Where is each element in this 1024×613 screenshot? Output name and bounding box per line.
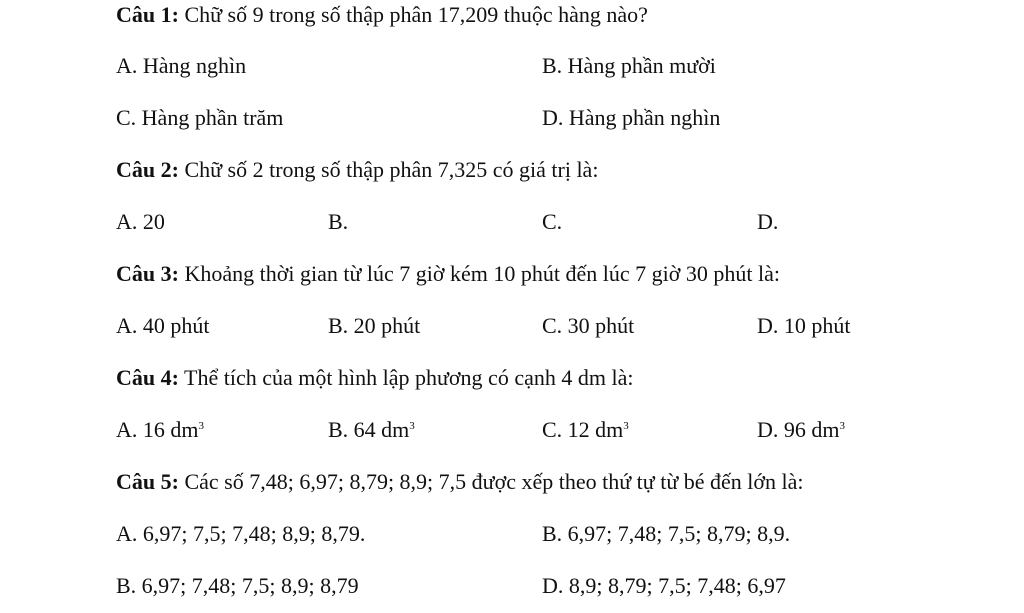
question-1-option-b: B. Hàng phần mười [542,53,716,78]
question-2-label: Câu 2: [116,157,179,182]
question-5-option-d: D. 8,9; 8,79; 7,5; 7,48; 6,97 [542,573,786,598]
question-1 [116,0,1024,30]
question-1-option-c: C. Hàng phần trăm [116,105,284,130]
question-2-option-b: B. [328,209,349,234]
question-4-option-b-text: B. 64 dm [328,417,410,442]
question-4-option-b-exponent: 3 [409,420,415,432]
question-2-option-d: D. [757,209,779,234]
question-1-options-row-1 [0,51,1024,81]
question-5-text: Các số 7,48; 6,97; 8,79; 8,9; 7,5 được xếp theo thứ tự từ bé đến lớn là: [178,469,804,494]
question-4-option-a-exponent: 3 [198,420,204,432]
question-2 [116,155,1024,185]
question-1-label: Câu 1: [116,2,179,27]
question-4-label: Câu 4: [116,365,179,390]
question-4-option-b [328,415,415,445]
question-4-option-a [116,415,204,445]
question-2-option-a: A. 20 [116,209,165,234]
question-5 [116,467,1024,497]
question-5-option-a: A. 6,97; 7,5; 7,48; 8,9; 8,79. [116,521,366,546]
question-1-options-row-2 [0,103,1024,133]
question-2-option-c: C. [542,209,563,234]
question-3-option-b: B. 20 phút [328,313,421,338]
question-3-option-a: A. 40 phút [116,313,210,338]
question-1-text: Chữ số 9 trong số thập phân 17,209 thuộc hàng nào? [178,2,648,27]
question-2-options [0,207,1024,237]
question-5-label: Câu 5: [116,469,179,494]
question-4-option-c-exponent: 3 [623,420,629,432]
question-3-option-d: D. 10 phút [757,313,851,338]
question-3 [116,259,1024,289]
question-4 [116,363,1024,393]
question-5-option-b: B. 6,97; 7,48; 7,5; 8,79; 8,9. [542,521,791,546]
question-3-options [0,311,1024,341]
question-4-option-d-exponent: 3 [839,420,845,432]
question-5-options-row-1 [0,519,1024,549]
question-3-label: Câu 3: [116,261,179,286]
question-3-option-c: C. 30 phút [542,313,635,338]
question-3-text: Khoảng thời gian từ lúc 7 giờ kém 10 phút đến lúc 7 giờ 30 phút là: [178,261,780,286]
question-2-text: Chữ số 2 trong số thập phân 7,325 có giá trị là: [178,157,599,182]
question-5-options-row-2 [0,571,1024,601]
question-4-option-c-text: C. 12 dm [542,417,624,442]
question-5-option-c: B. 6,97; 7,48; 7,5; 8,9; 8,79 [116,573,359,598]
question-1-option-a: A. Hàng nghìn [116,53,247,78]
question-4-options [0,415,1024,445]
question-4-option-c [542,415,629,445]
question-4-option-d-text: D. 96 dm [757,417,840,442]
question-4-text: Thể tích của một hình lập phương có cạnh 4 dm là: [178,365,634,390]
question-4-option-a-text: A. 16 dm [116,417,199,442]
question-4-option-d [757,415,845,445]
question-1-option-d: D. Hàng phần nghìn [542,105,721,130]
